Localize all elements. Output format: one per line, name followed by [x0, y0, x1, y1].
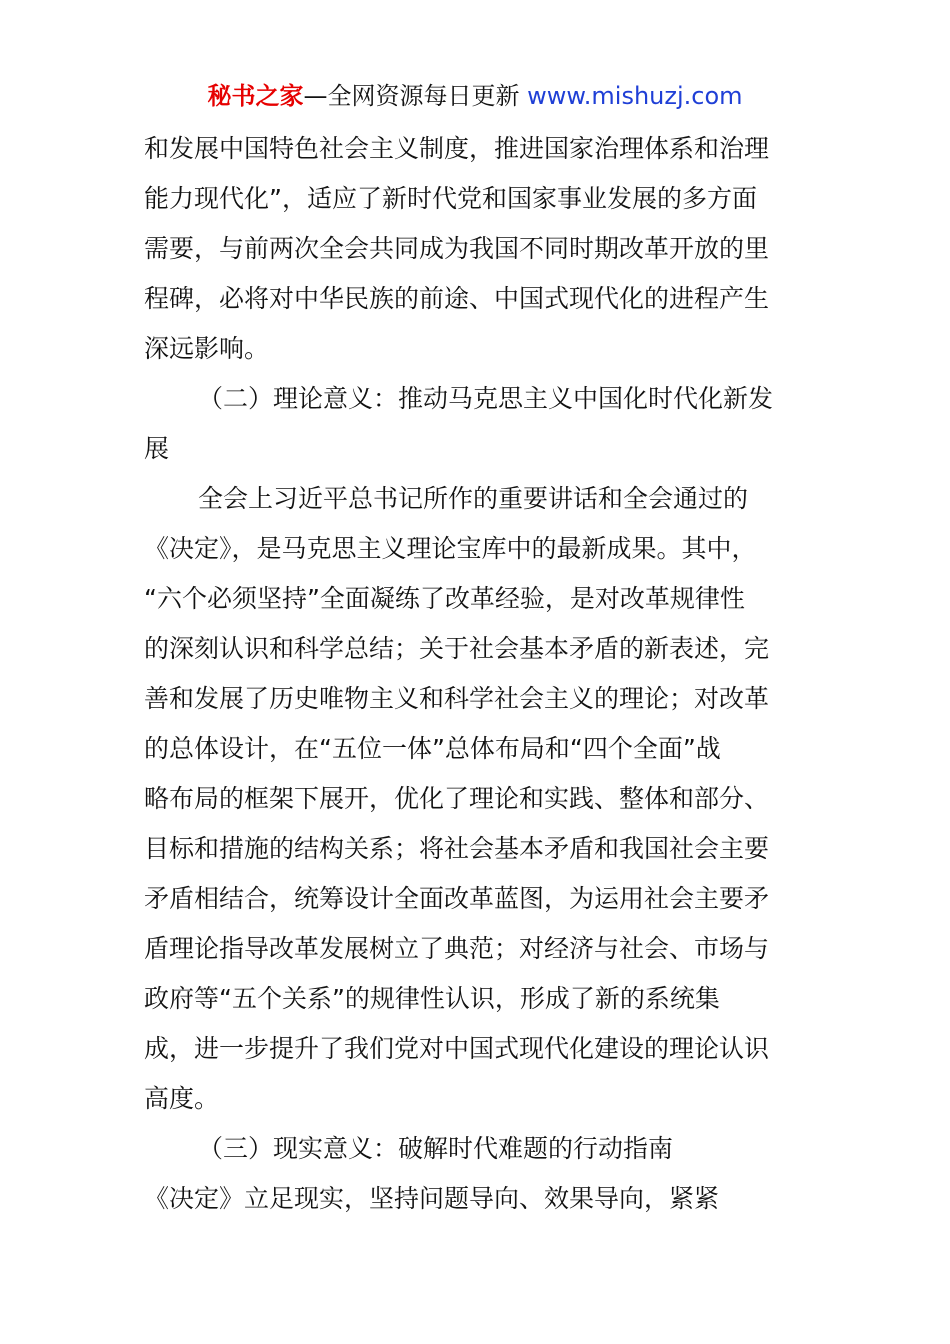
site-header: [0, 80, 950, 112]
paragraph-line: 政府等“五个关系”的规律性认识，形成了新的系统集: [144, 984, 720, 1013]
paragraph-line: 《决定》，是马克思主义理论宝库中的最新成果。其中，: [144, 534, 757, 563]
paragraph-line: 的深刻认识和科学总结；关于社会基本矛盾的新表述，完: [144, 634, 770, 663]
paragraph-line: 能力现代化”，适应了新时代党和国家事业发展的多方面: [144, 184, 757, 213]
paragraph-line: 和发展中国特色社会主义制度，推进国家治理体系和治理: [144, 134, 770, 163]
paragraph-line: 略布局的框架下展开，优化了理论和实践、整体和部分、: [144, 784, 770, 813]
paragraph-line: 需要，与前两次全会共同成为我国不同时期改革开放的里: [144, 234, 770, 263]
paragraph-line: 成，进一步提升了我们党对中国式现代化建设的理论认识: [144, 1034, 770, 1063]
paragraph-line: 目标和措施的结构关系；将社会基本矛盾和我国社会主要: [144, 834, 770, 863]
paragraph-line: 高度。: [144, 1084, 220, 1113]
document-body: [144, 124, 808, 1224]
section-heading-2-continued: 展: [144, 434, 170, 463]
brand-name: 秘书之家: [207, 82, 304, 110]
paragraph-line: 程碑，必将对中华民族的前途、中国式现代化的进程产生: [144, 284, 770, 313]
paragraph-line: 盾理论指导改革发展树立了典范；对经济与社会、市场与: [144, 934, 770, 963]
paragraph-line: 矛盾相结合，统筹设计全面改革蓝图，为运用社会主要矛: [144, 884, 770, 913]
section-heading-3: （三）现实意义：破解时代难题的行动指南: [198, 1134, 674, 1163]
paragraph-line: 《决定》立足现实，坚持问题导向、效果导向，紧紧: [144, 1184, 720, 1213]
paragraph-line: 的总体设计，在“五位一体”总体布局和“四个全面”战: [144, 734, 721, 763]
header-tagline: —全网资源每日更新: [303, 82, 520, 110]
site-url-link[interactable]: www.mishuzj.com: [527, 82, 743, 110]
section-heading-2: （二）理论意义：推动马克思主义中国化时代化新发: [198, 384, 774, 413]
paragraph-line: 深远影响。: [144, 334, 270, 363]
paragraph-line: 全会上习近平总书记所作的重要讲话和全会通过的: [198, 484, 749, 513]
paragraph-line: “六个必须坚持”全面凝练了改革经验，是对改革规律性: [144, 584, 745, 613]
paragraph-line: 善和发展了历史唯物主义和科学社会主义的理论；对改革: [144, 684, 770, 713]
